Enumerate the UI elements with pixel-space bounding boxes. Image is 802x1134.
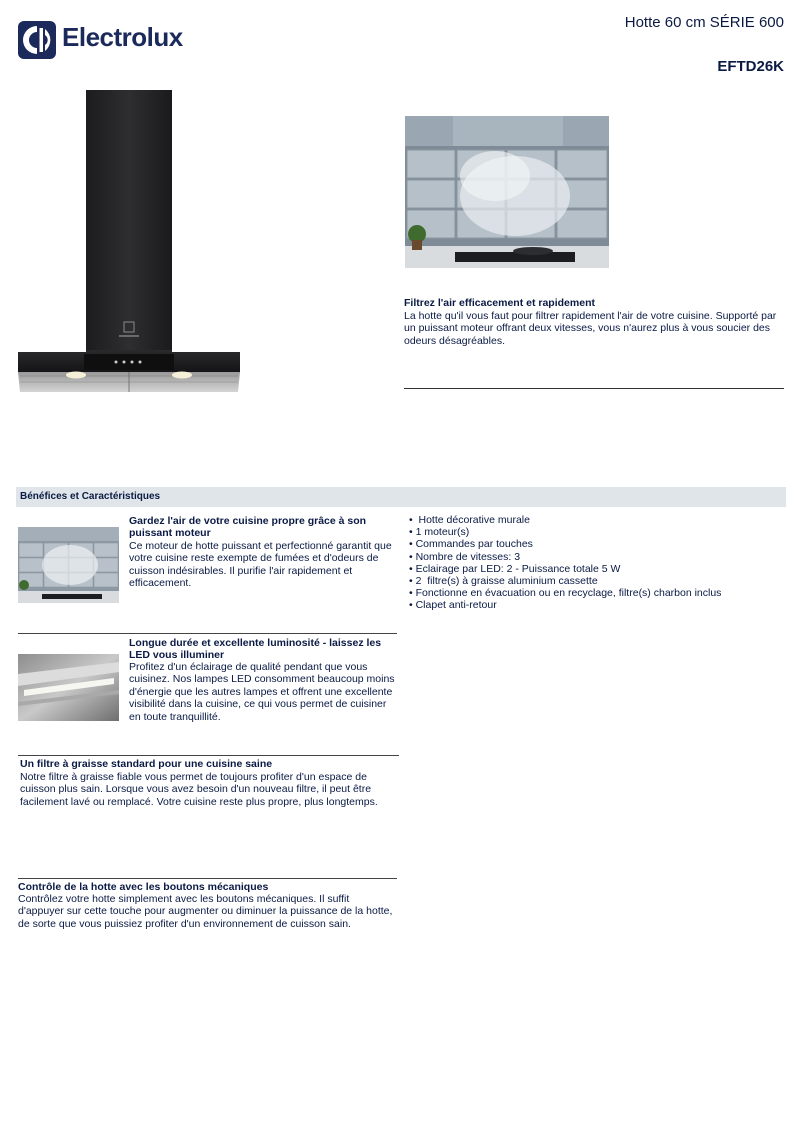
spec-item: • Fonctionne en évacuation ou en recyclage, filtre(s) charbon inclus (409, 587, 722, 600)
feature-text: Profitez d'un éclairage de qualité pendant que vous cuisinez. Nos lampes LED consomment beaucoup moins d'énergie que les autres lampes et offrent une excellente visibilité dans la cuisine, ce qui vous permet de cuisiner en toute tranquillité. (129, 661, 395, 723)
feature-text: Ce moteur de hotte puissant et perfectionné garantit que votre cuisine reste exempte de fumées et d'odeurs de cuisson indésirables. Il purifie l'air rapidement et efficacement. (129, 540, 392, 590)
feature-title: Contrôle de la hotte avec les boutons mécaniques (18, 881, 269, 893)
spec-item: • Eclairage par LED: 2 - Puissance totale 5 W (409, 562, 621, 575)
spec-item: • Nombre de vitesses: 3 (409, 550, 521, 563)
section-title: Bénéfices et Caractéristiques (20, 491, 161, 502)
hero-text: La hotte qu'il vous faut pour filtrer rapidement l'air de votre cuisine. Supporté par un puissant moteur offrant deux vitesses, vous n'aurez plus à vous soucier des odeurs désagréables. (404, 310, 777, 347)
spec-item: • Commandes par touches (409, 538, 533, 551)
feature-photo-led (18, 654, 119, 721)
feature-title: Gardez l'air de votre cuisine propre grâce à son puissant moteur (129, 515, 367, 540)
spec-item: • 2 filtre(s) à graisse aluminium cassette (409, 575, 598, 588)
feature-text: Contrôlez votre hotte simplement avec les boutons mécaniques. Il suffit d'appuyer sur cette touche pour augmenter ou diminuer la puissance de la hotte, de sorte que vous puissiez profiter d'un environnement de cuisson sain. (18, 893, 393, 930)
product-model: EFTD26K (717, 58, 784, 75)
divider (18, 878, 397, 879)
spec-item: • Clapet anti-retour (409, 599, 497, 612)
hood-product-image (16, 90, 242, 400)
feature-title: Un filtre à graisse standard pour une cuisine saine (20, 758, 273, 770)
hero-title: Filtrez l'air efficacement et rapidement (404, 297, 595, 309)
electrolux-logo-icon (18, 21, 56, 59)
section-header (16, 487, 786, 507)
brand-name: Electrolux (62, 22, 183, 52)
spec-item: • Hotte décorative murale (409, 514, 530, 526)
spec-item: • 1 moteur(s) (409, 526, 470, 539)
divider (404, 388, 784, 389)
spec-list (409, 514, 779, 612)
feature-text: Notre filtre à graisse fiable vous permet de toujours profiter d'un espace de cuisson plus sain. Lorsque vous avez besoin d'un nouveau filtre, il peut être facilement lavé ou remplacé. Votre cuisine reste plus propre, plus longtemps. (20, 771, 378, 808)
feature-photo-steam (18, 527, 119, 603)
divider (18, 755, 399, 756)
product-title: Hotte 60 cm SÉRIE 600 (624, 14, 784, 31)
feature-title: Longue durée et excellente luminosité - laissez les LED vous illuminer (129, 637, 382, 662)
divider (18, 633, 397, 634)
kitchen-steam-photo (405, 116, 609, 268)
